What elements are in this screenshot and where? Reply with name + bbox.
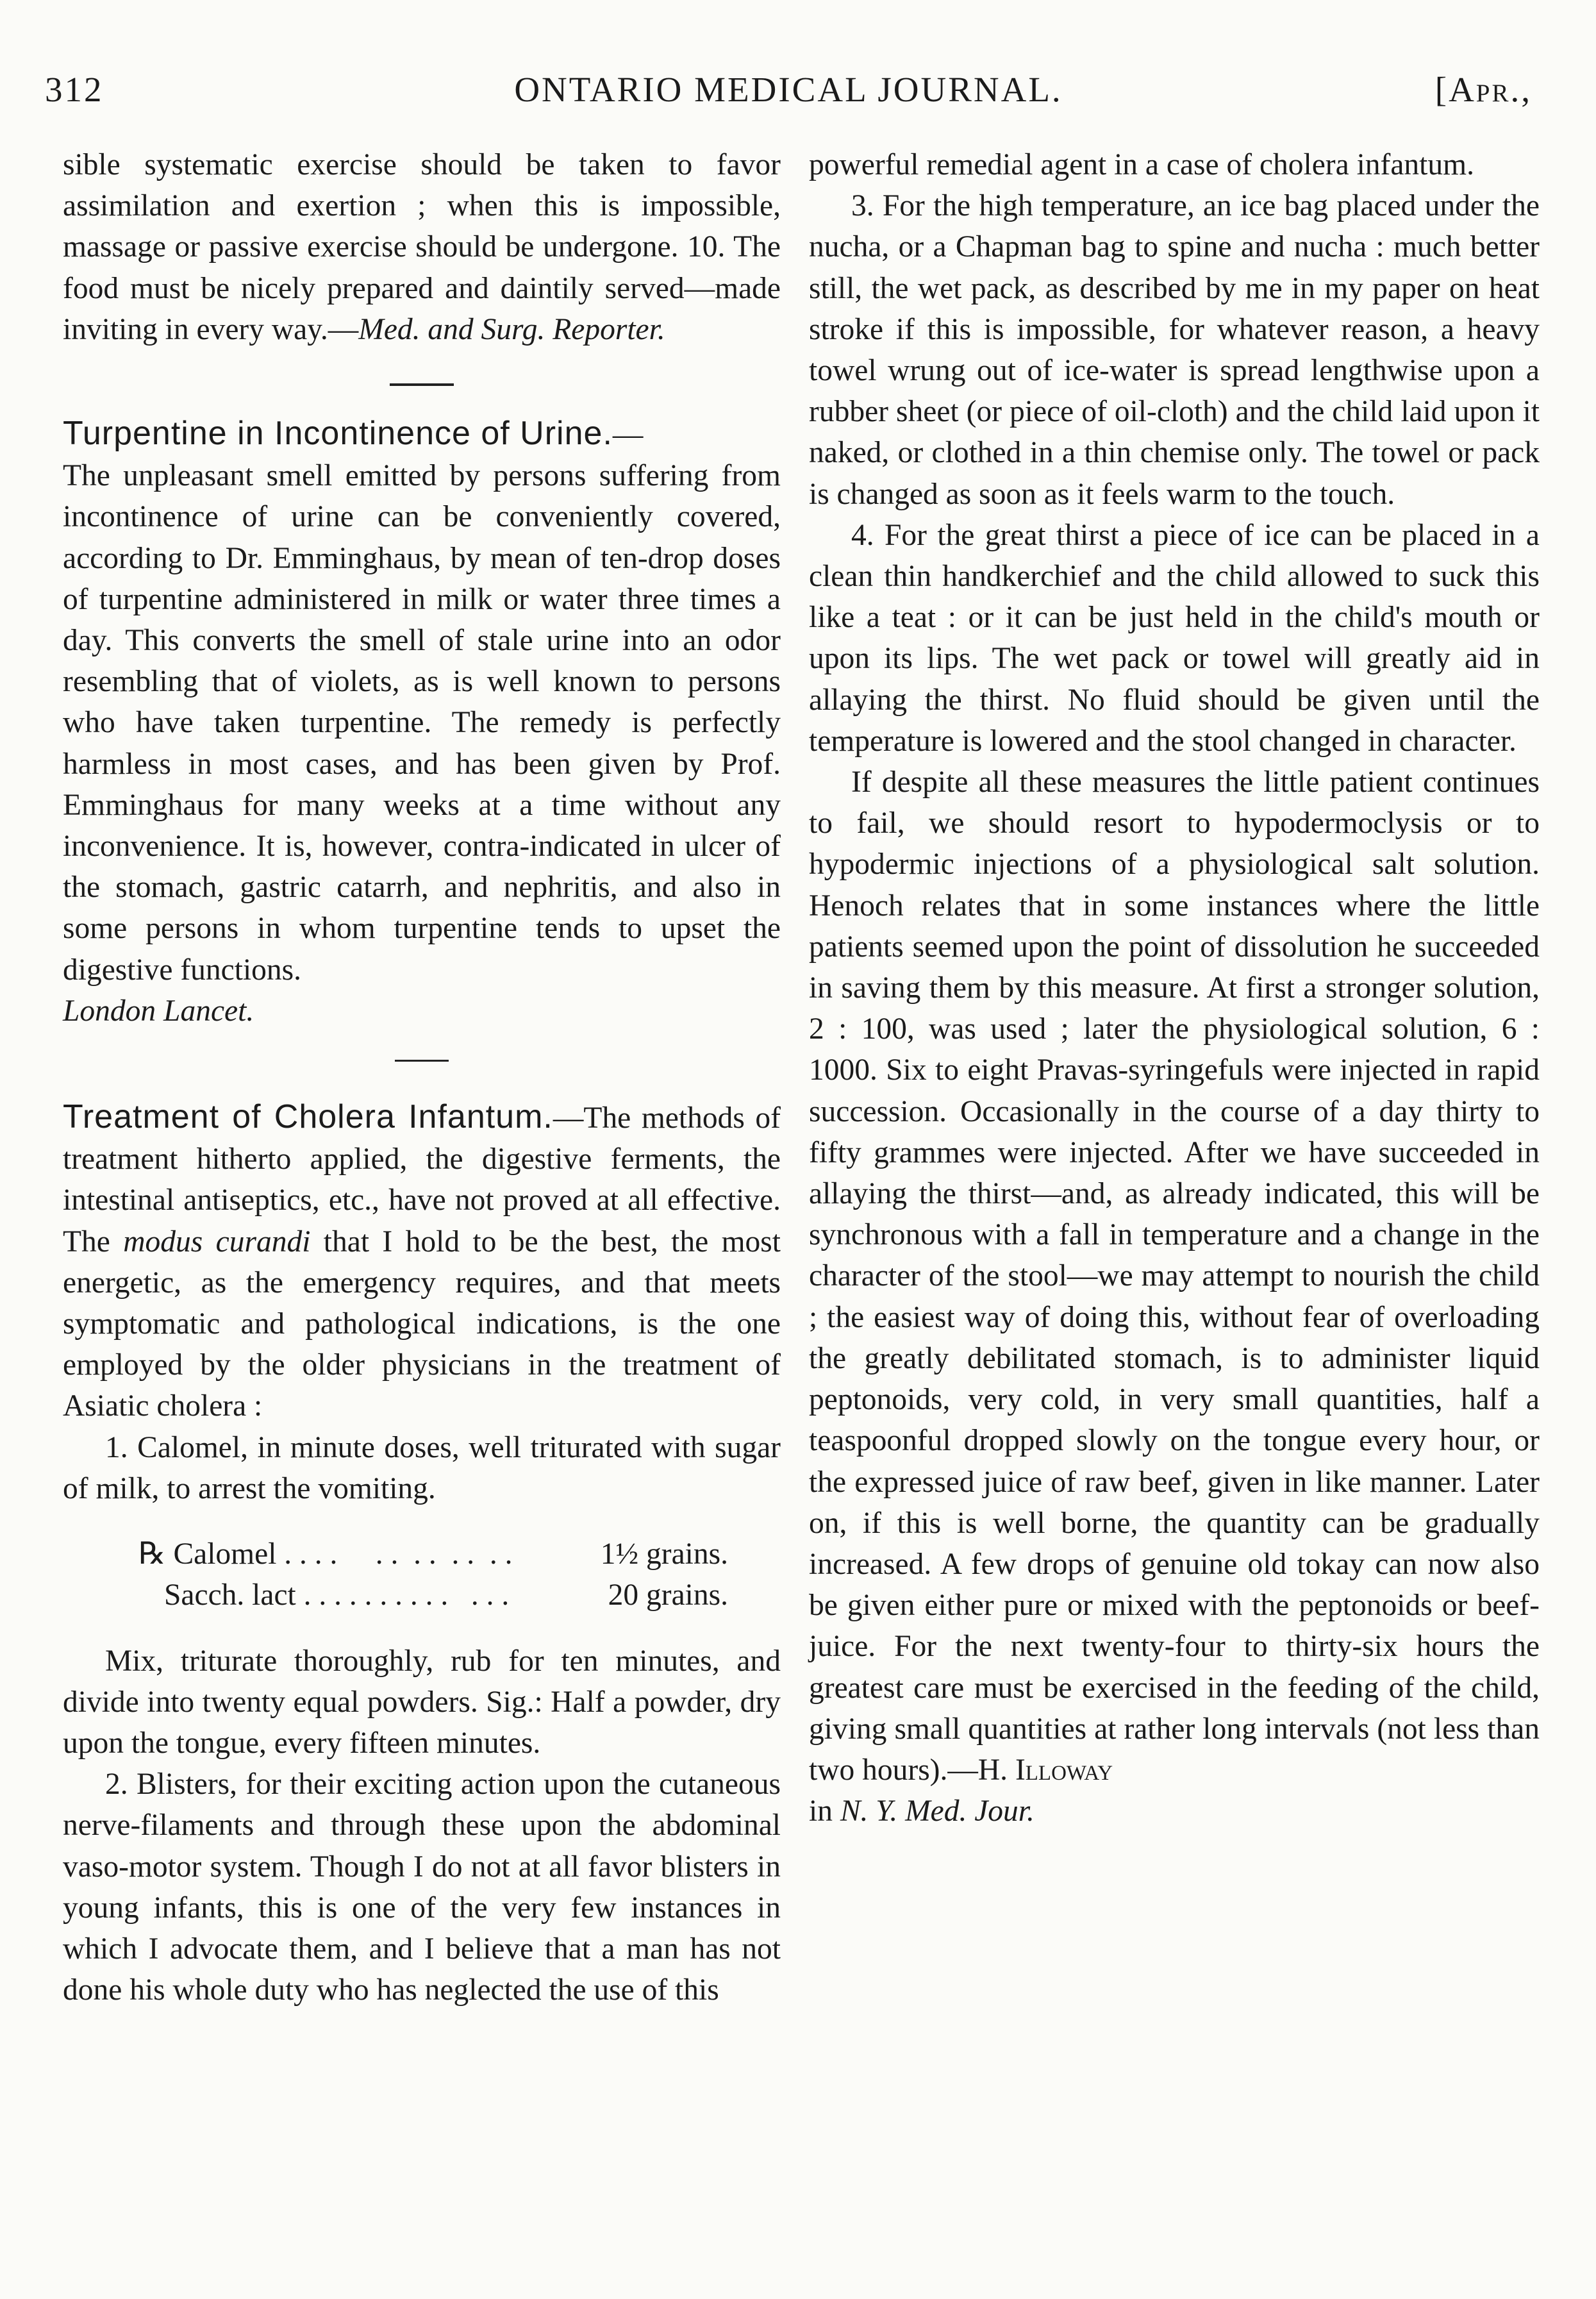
section-divider bbox=[390, 383, 454, 386]
continuation-source: Med. and Surg. Reporter. bbox=[358, 312, 665, 346]
article-body: The unpleasant smell emitted by persons suffering from incontinence of urine can be conveniently covered, according to Dr. Emminghaus, by mean of ten-drop doses of turpentine administered in milk or water three times a day. This converts the smell of stale urine into an odor resembling that of violets, as is well known to persons who have taken turpentine. The remedy is perfectly harmless in most cases, and has been given by Prof. Emminghaus for many weeks at a time without any inconvenience. It is, however, contra-indicated in ulcer of the stomach, gastric catarrh, and nephritis, and also in some persons in whom turpentine tends to upset the digestive functions. bbox=[63, 459, 781, 987]
article-turpentine bbox=[63, 413, 781, 1032]
issue-month: [Apr., bbox=[1434, 70, 1532, 109]
section-divider bbox=[395, 1060, 449, 1062]
closing-paragraph: If despite all these measures the little patient continues to fail, we should resort to hypodermoclysis or to hypodermic injections of a physiological salt solution. Henoch relates that in some instances where the little patients seemed upon the point of dissolution he succeeded in saving them by this measure. At first a stronger solution, 2 : 100, was used ; later the physiological solution, 6 : 1000. Six to eight Pravas-syringefuls were injected in rapid succession. Occasionally in the course of a day thirty to fifty grammes were injected. After we have succeeded in allaying the thirst—and, as already indicated, this will be synchronous with a fall in temperature and a change in the character of the stool—we may attempt to nourish the child ; the easiest way of doing this, without fear of overloading the greatly debilitated stomach, is to administer liquid peptonoids, very cold, in very small quantities, half a teaspoonful dropped slowly on the tongue every hour, or the expressed juice of raw beef, given in like manner. Later on, if this is well borne, the quantity can be gradually increased. A few drops of genuine old tokay can now also be given either pure or mixed with the peptonoids or beef-juice. For the next twenty-four to thirty-six hours the greatest care must be exercised in the feeding of the child, giving small quantities at rather long intervals (not less than two hours).—H. Illoway in N. Y. Med. Jour. bbox=[809, 765, 1540, 1828]
mix-instructions: Mix, triturate thoroughly, rub for ten minutes, and divide into twenty equal powders. Sig.: Half a powder, dry upon the tongue, every fifteen minutes. bbox=[63, 1644, 781, 1760]
prescription-line: Sacch. lact . . . . . . . . . . . . . 20 grains. bbox=[164, 1578, 728, 1612]
left-column bbox=[63, 144, 781, 2011]
title-dash: — bbox=[553, 1101, 584, 1135]
author-name: Illoway bbox=[1015, 1753, 1113, 1787]
treatment-item-2: 2. Blisters, for their exciting action upon the cutaneous nerve-filaments and through these upon the abdominal vaso-motor system. Though I do not at all favor blisters in young infants, this is one of the very few instances in which I advocate them, and I believe that a man has not done his whole duty who has neglected the use of this bbox=[63, 1768, 781, 2007]
journal-title: ONTARIO MEDICAL JOURNAL. bbox=[514, 70, 1063, 109]
prescription bbox=[138, 1534, 781, 1616]
title-dash: — bbox=[612, 418, 644, 452]
article-source: London Lancet. bbox=[63, 994, 254, 1028]
article-cholera-intro: Treatment of Cholera Infantum.—The methods of treatment hitherto applied, the digestive ferments, the intestinal antiseptics, etc., have not proved at all effective. The modus curandi that I hold to be the best, the most energetic, as the emergency requires, and that meets symptomatic and pathological indications, is the one employed by the older physicians in the treatment of Asiatic cholera : bbox=[63, 1098, 781, 1423]
running-header bbox=[45, 69, 1532, 127]
article-title: Turpentine in Incontinence of Urine. bbox=[63, 415, 613, 453]
article-title: Treatment of Cholera Infantum. bbox=[63, 1098, 553, 1136]
treatment-item-4: 4. For the great thirst a piece of ice can be placed in a clean thin handkerchief and the child allowed to suck this like a teat : or it can be just held in the child's mouth or upon its lips. The wet pack or towel will greatly aid in allaying the thirst. No fluid should be given until the temperature is lowered and the stool changed in character. bbox=[809, 518, 1540, 758]
treatment-item-3: 3. For the high temperature, an ice bag placed under the nucha, or a Chapman bag to spine and nucha : much better still, the wet pack, as described by me in my paper on heat stroke if this is impossible, for whatever reason, a heavy towel wrung out of ice-water is spread lengthwise upon a rubber sheet (or piece of oil-cloth) and the child laid upon it naked, or clothed in a thin chemise only. The towel or pack is changed as soon as it feels warm to the touch. bbox=[809, 189, 1540, 511]
latin-phrase: modus curandi bbox=[123, 1225, 311, 1258]
continuation-paragraph: powerful remedial agent in a case of cholera infantum. bbox=[809, 148, 1474, 181]
continuation-paragraph: sible systematic exercise should be taken to favor assimilation and exertion ; when this is impossible, massage or passive exercise should be undergone. 10. The food must be nicely prepared and daintily served—made inviting in every way.—Med. and Surg. Reporter. bbox=[63, 148, 781, 346]
treatment-item-1: 1. Calomel, in minute doses, well triturated with sugar of milk, to arrest the vomiting. bbox=[63, 1430, 781, 1505]
right-column bbox=[809, 144, 1540, 1832]
prescription-line: ℞ Calomel . . . . . . . . . . . . 1½ grains. bbox=[138, 1537, 728, 1571]
article-source: N. Y. Med. Jour. bbox=[840, 1794, 1035, 1828]
page-number: 312 bbox=[45, 70, 104, 109]
